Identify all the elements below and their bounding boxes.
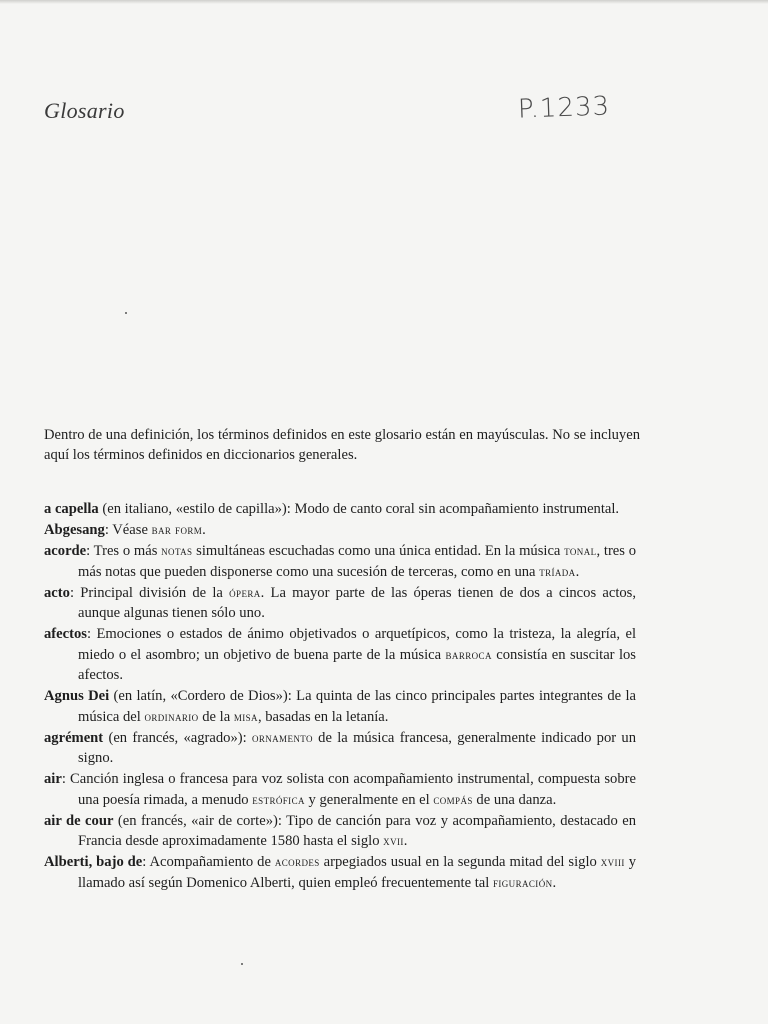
glossary-list [44,499,636,894]
definition-text: de la música francesa, generalmente indicado por un signo. [78,729,636,766]
intro-paragraph: Dentro de una definición, los términos definidos en este glosario están en mayúsculas. No se incluyen aquí los términos definidos en diccionarios generales. [44,427,640,463]
cross-reference-term: tonal [564,543,597,558]
glossary-entry [44,811,636,852]
glossary-term: Abgesang [44,522,105,538]
glossary-term: agrément [44,729,104,746]
definition-text: y generalmente en el [304,791,434,808]
cross-reference-term: figuración [492,874,553,890]
glossary-entry [44,583,636,624]
definition-text: . [552,874,557,891]
page-title: Glosario [44,98,125,123]
cross-reference-term: barroca [445,646,492,662]
definition-text: . La mayor parte de las óperas tienen de dos a cincos actos, aunque algunas tienen sólo uno. [78,584,636,621]
definition-text: : Emociones o estados de ánimo objetivados o arquetípicos, como la tristeza, la alegría, el miedo o el asombro; un objetivo de buena parte de la música [78,626,636,663]
definition-text: consistía en suscitar los afectos. [78,646,636,683]
definition-text: (en francés, «agrado»): [103,729,252,746]
cross-reference-term: ópera [229,584,261,600]
definition-text: de una danza. [472,791,557,808]
glossary-term: afectos [44,626,87,642]
cross-reference-term: ornamento [251,729,313,745]
scan-speck [125,312,127,314]
cross-reference-term: ordinario [144,708,199,724]
definition-text: , basadas en la letanía. [257,708,389,725]
glossary-entry [44,624,636,686]
glossary-entry [44,520,636,541]
handwritten-reference-note: P.1233 [517,91,611,125]
definition-text: : Tres o más [86,543,162,559]
definition-text: y llamado así según Domenico Alberti, quien empleó frecuentemente tal [78,854,636,891]
cross-reference-term: compás [433,791,473,807]
definition-text: : Véase [104,522,152,538]
scan-edge [0,0,768,4]
definition-text: de la [198,708,234,725]
definition-text: . [202,522,206,538]
definition-text: . [575,563,580,580]
cross-reference-term: xviii [600,854,625,869]
cross-reference-term: bar form [151,522,203,537]
glossary-term: acto [44,584,70,601]
definition-text: : Canción inglesa o francesa para voz solista con acompañamiento instrumental, compuesta sobre una poesía rimada, a menudo [61,771,636,808]
glossary-term: air de cour [44,812,114,829]
scan-speck [241,963,243,965]
cross-reference-term: misa [233,708,258,724]
definition-text: : Principal división de la [69,584,230,601]
cross-reference-term: xvii [383,833,404,848]
definition-text: arpegiados usual en la segunda mitad del siglo [319,854,601,870]
glossary-term: Alberti, bajo de [44,854,143,870]
definition-text: (en italiano, «estilo de capilla»): Modo de canto coral sin acompañamiento instrumental. [98,501,620,517]
glossary-entry [44,686,636,727]
glossary-term: acorde [44,543,87,559]
definition-text: , tres o más notas que pueden disponerse como una sucesión de terceras, como en una [78,543,636,580]
glossary-term: air [44,771,62,787]
glossary-entry [44,769,636,810]
definition-text: simultáneas escuchadas como una única entidad. En la música [192,543,565,559]
definition-text: (en latín, «Cordero de Dios»): La quinta de las cinco principales partes integrantes de la música del [78,688,636,725]
cross-reference-term: acordes [274,854,320,869]
glossary-term: a capella [44,501,99,517]
cross-reference-term: tríada [539,563,576,579]
cross-reference-term: estrófica [252,791,305,807]
definition-text: : Acompañamiento de [142,854,275,870]
glossary-entry [44,852,636,893]
glossary-entry [44,499,636,520]
definition-text: (en francés, «air de corte»): Tipo de canción para voz y acompañamiento, destacado en Francia desde aproximadamente 1580 hasta el siglo [78,812,636,849]
definition-text: . [403,833,408,849]
cross-reference-term: notas [161,543,193,558]
glossary-entry [44,541,636,582]
glossary-term: Agnus Dei [44,688,110,704]
glossary-entry [44,728,636,769]
